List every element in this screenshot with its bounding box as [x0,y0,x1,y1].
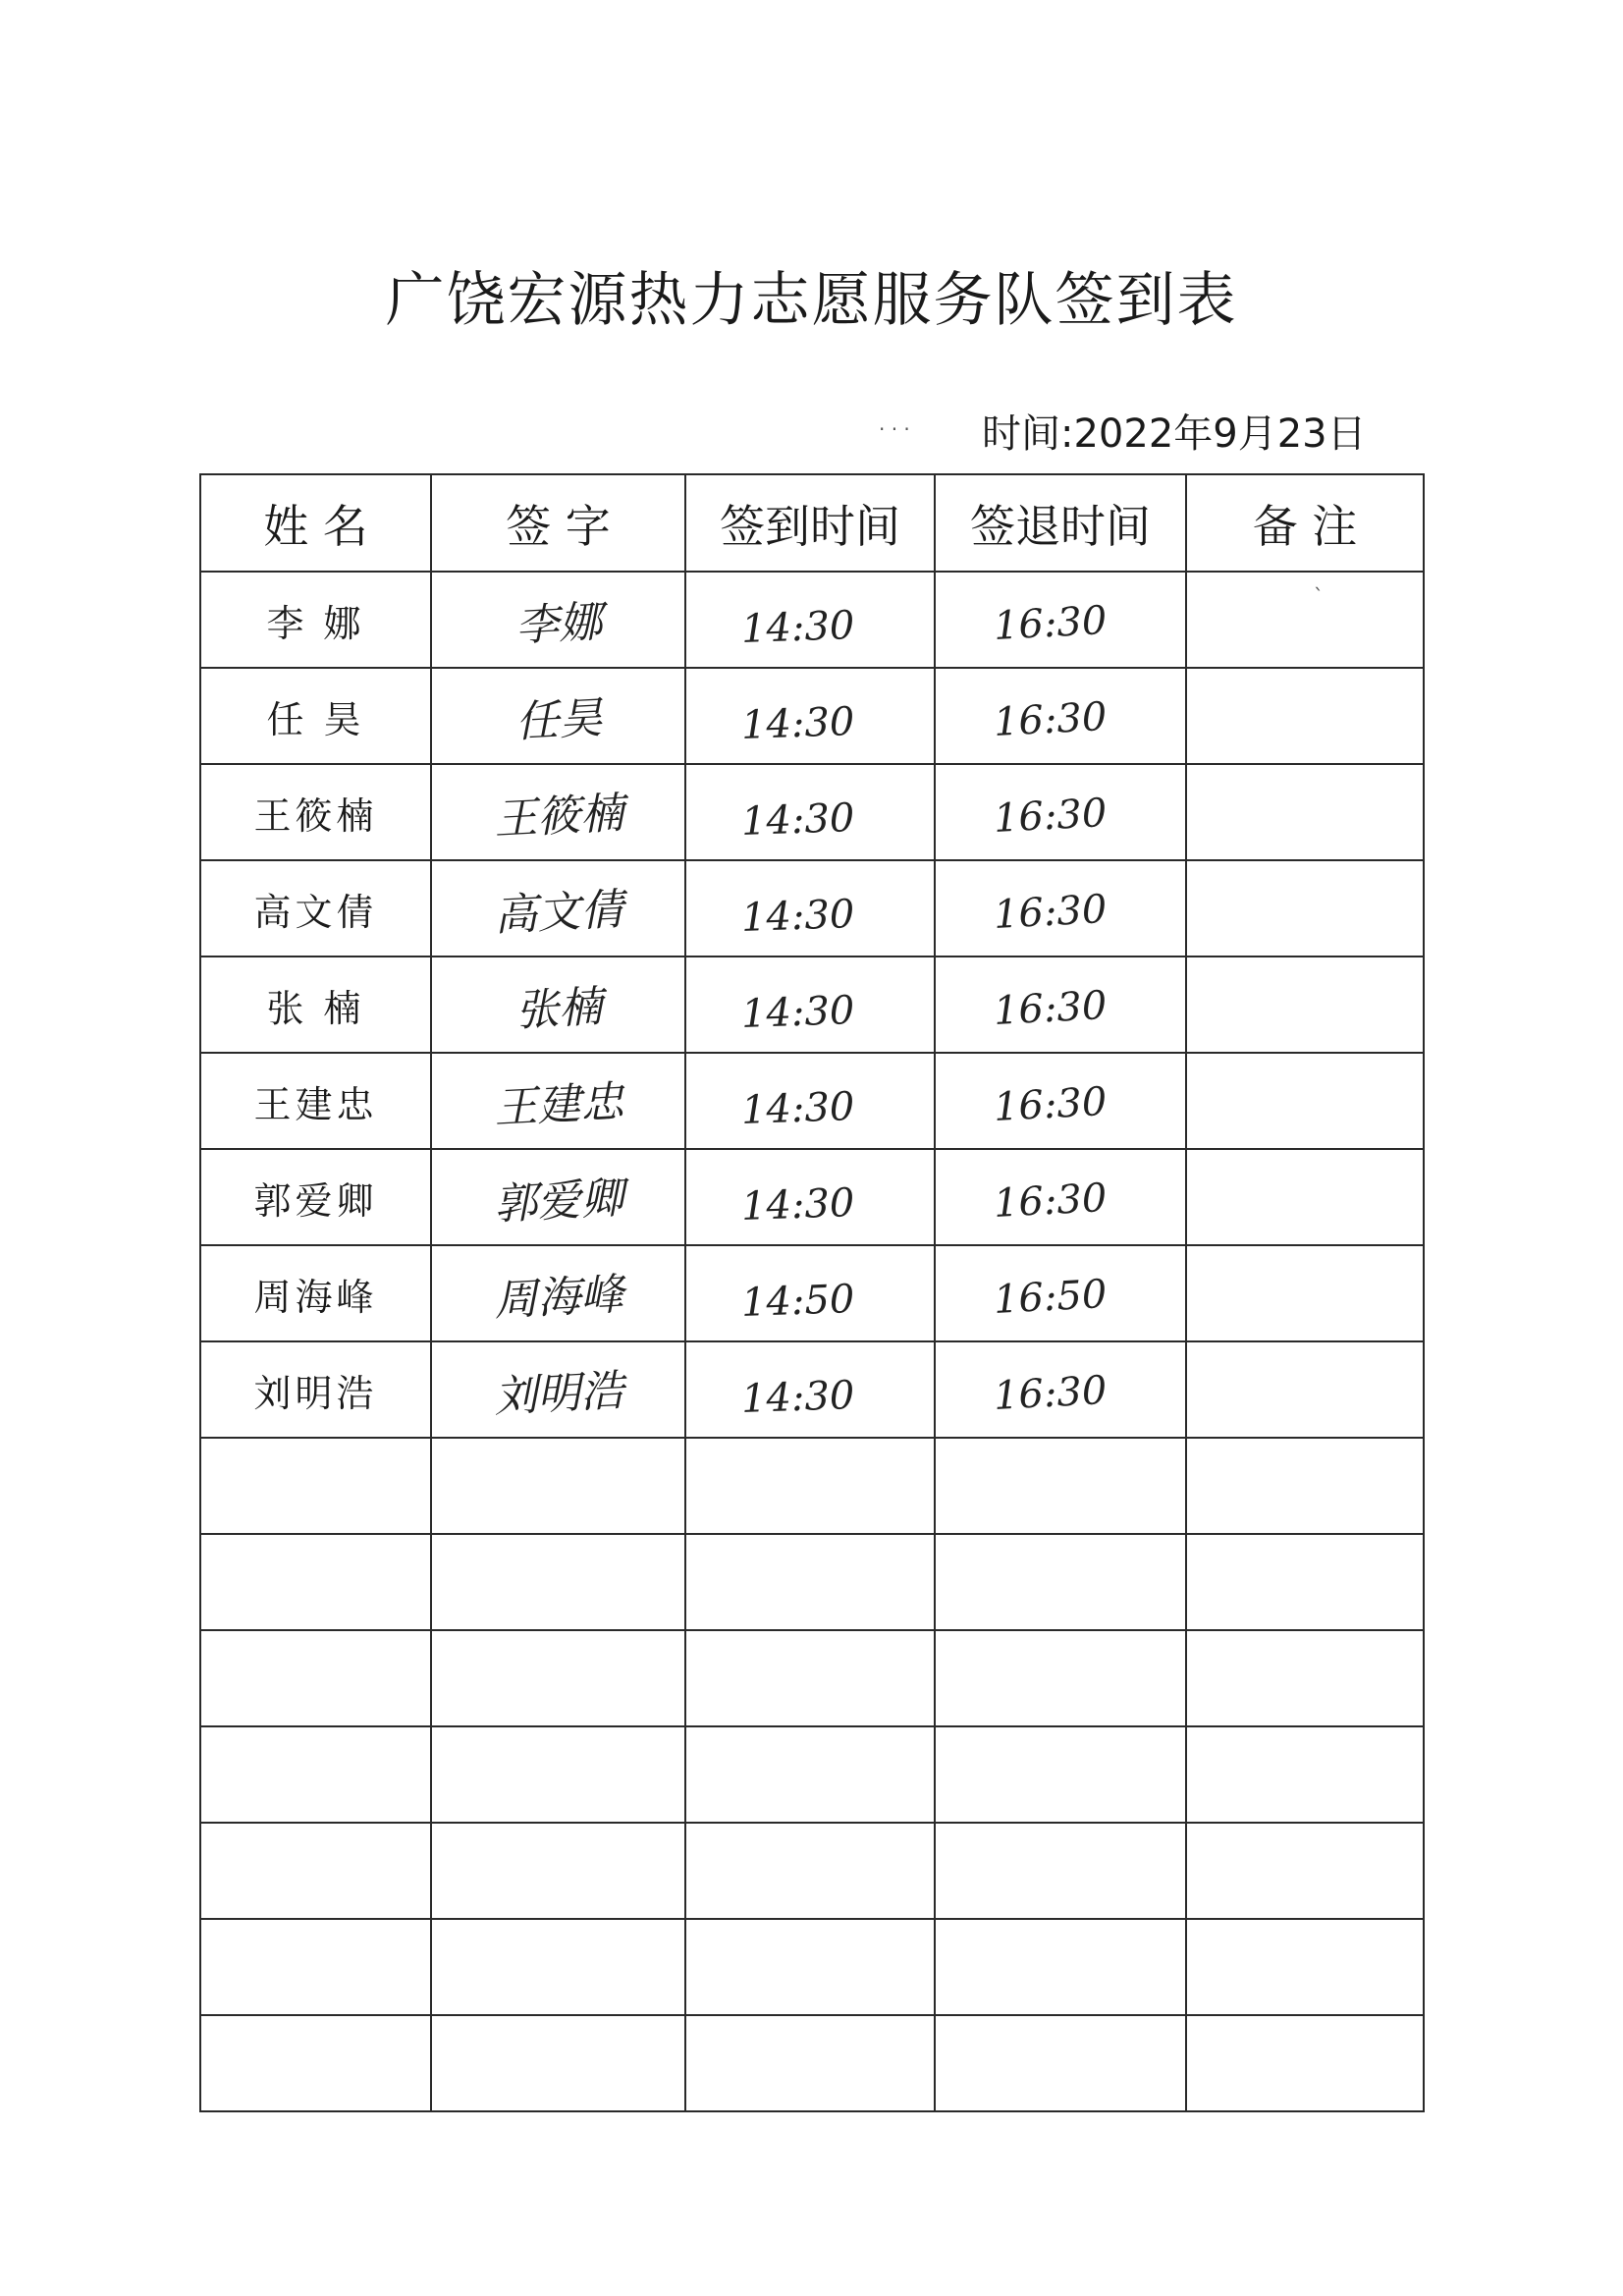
cell-sign-out-time [935,764,1186,860]
cell-name [200,1823,431,1919]
cell-signature [431,764,685,860]
table-row [200,860,1424,957]
cell-signature-text: 周海峰 [492,1269,624,1327]
cell-sign-out-time [935,1245,1186,1341]
scan-speck: · · · [879,417,910,441]
cell-note [1186,957,1424,1053]
cell-sign-out-time-text: 16:30 [993,598,1109,649]
cell-name [200,1245,431,1341]
cell-name [200,1630,431,1726]
document-title: 广饶宏源热力志愿服务队签到表 [385,266,1238,335]
cell-sign-out-time [935,2015,1186,2111]
cell-sign-out-time-text: 16:30 [993,887,1109,938]
cell-signature [431,1823,685,1919]
cell-signature [431,1149,685,1245]
cell-name-text: 周海峰 [253,1275,378,1319]
cell-note [1186,668,1424,764]
cell-signature [431,2015,685,2111]
cell-sign-out-time [935,1053,1186,1149]
cell-signature [431,1534,685,1630]
cell-signature-text: 郭爱卿 [492,1173,624,1230]
cell-name [200,1341,431,1438]
cell-name-text: 任 昊 [266,697,365,741]
scan-speck: ˋ [1314,584,1324,608]
cell-sign-out-time [935,572,1186,668]
cell-sign-in-time [685,1823,935,1919]
cell-sign-in-time-text: 14:30 [740,699,856,748]
cell-note [1186,572,1424,668]
date-label: 时间:2022年9月23日 [982,411,1367,457]
cell-signature [431,1438,685,1534]
table-row [200,1438,1424,1534]
table-header-row [200,474,1424,572]
table-row [200,1245,1424,1341]
cell-sign-in-time-text: 14:30 [740,603,856,652]
cell-name-text: 张 楠 [266,986,365,1030]
cell-sign-out-time [935,860,1186,957]
cell-sign-in-time [685,957,935,1053]
table-row [200,1149,1424,1245]
cell-sign-out-time [935,1823,1186,1919]
cell-signature-text: 任昊 [514,692,604,748]
cell-signature [431,1630,685,1726]
table-row [200,1341,1424,1438]
cell-name-text: 郭爱卿 [253,1178,378,1223]
cell-name [200,1534,431,1630]
cell-name-text: 高文倩 [253,890,378,934]
cell-note [1186,1726,1424,1823]
cell-sign-out-time [935,1149,1186,1245]
cell-sign-in-time-text: 14:30 [740,795,856,845]
cell-sign-out-time [935,1919,1186,2015]
cell-signature [431,1726,685,1823]
cell-sign-out-time [935,1630,1186,1726]
cell-sign-in-time [685,668,935,764]
table-row [200,1534,1424,1630]
cell-signature-text: 张楠 [514,981,604,1037]
cell-name [200,2015,431,2111]
cell-sign-in-time-text: 14:50 [740,1277,856,1326]
sign-in-table [199,473,1425,2112]
cell-note [1186,1245,1424,1341]
cell-sign-out-time [935,1534,1186,1630]
table-row [200,668,1424,764]
table-row [200,1053,1424,1149]
header-name: 姓 名 [200,474,431,572]
cell-note [1186,1341,1424,1438]
cell-note [1186,1053,1424,1149]
table-row [200,764,1424,860]
table-row [200,1919,1424,2015]
cell-name [200,1919,431,2015]
cell-sign-out-time [935,957,1186,1053]
cell-note [1186,1823,1424,1919]
header-signature: 签 字 [431,474,685,572]
cell-signature [431,1341,685,1438]
cell-sign-out-time-text: 16:30 [993,983,1109,1034]
cell-sign-out-time-text: 16:30 [993,1175,1109,1227]
cell-sign-in-time [685,860,935,957]
cell-signature-text: 王建忠 [492,1076,624,1134]
cell-signature [431,572,685,668]
cell-sign-out-time-text: 16:30 [993,1079,1109,1130]
cell-name-text: 刘明浩 [253,1371,378,1415]
cell-note [1186,764,1424,860]
cell-signature-text: 王筱楠 [492,788,624,846]
table-row [200,572,1424,668]
cell-sign-in-time-text: 14:30 [740,1084,856,1133]
table-row [200,1726,1424,1823]
cell-sign-out-time [935,1726,1186,1823]
cell-sign-in-time [685,572,935,668]
cell-note [1186,1149,1424,1245]
cell-sign-in-time [685,1919,935,2015]
cell-sign-in-time [685,2015,935,2111]
cell-signature-text: 李娜 [514,596,604,652]
table-row [200,1823,1424,1919]
cell-sign-in-time [685,1149,935,1245]
cell-name [200,1053,431,1149]
cell-name [200,668,431,764]
cell-sign-out-time-text: 16:50 [993,1272,1109,1323]
cell-signature [431,1053,685,1149]
cell-sign-in-time [685,1630,935,1726]
cell-sign-in-time [685,1341,935,1438]
cell-signature-text: 高文倩 [492,884,624,942]
header-sign-out-time: 签退时间 [935,474,1186,572]
cell-note [1186,1534,1424,1630]
cell-signature [431,860,685,957]
cell-signature [431,957,685,1053]
cell-name-text: 李 娜 [266,601,365,645]
cell-note [1186,1630,1424,1726]
cell-sign-in-time-text: 14:30 [740,1180,856,1230]
cell-name [200,860,431,957]
cell-note [1186,2015,1424,2111]
cell-signature [431,668,685,764]
cell-signature [431,1919,685,2015]
cell-sign-in-time [685,1438,935,1534]
cell-sign-in-time [685,1245,935,1341]
cell-note [1186,860,1424,957]
header-sign-in-time: 签到时间 [685,474,935,572]
cell-sign-in-time-text: 14:30 [740,1373,856,1422]
cell-sign-in-time-text: 14:30 [740,892,856,941]
cell-name [200,572,431,668]
cell-signature-text: 刘明浩 [492,1365,624,1423]
cell-name [200,957,431,1053]
cell-sign-out-time [935,1341,1186,1438]
cell-signature [431,1245,685,1341]
cell-name-text: 王筱楠 [253,793,378,838]
cell-sign-in-time [685,764,935,860]
cell-sign-out-time [935,1438,1186,1534]
cell-sign-in-time [685,1534,935,1630]
cell-sign-in-time [685,1053,935,1149]
cell-name [200,764,431,860]
cell-name [200,1726,431,1823]
cell-note [1186,1438,1424,1534]
header-note: 备 注 [1186,474,1424,572]
cell-note [1186,1919,1424,2015]
cell-name [200,1438,431,1534]
cell-sign-in-time-text: 14:30 [740,988,856,1037]
table-row [200,1630,1424,1726]
cell-sign-in-time [685,1726,935,1823]
table-row [200,957,1424,1053]
cell-sign-out-time-text: 16:30 [993,1368,1109,1419]
cell-sign-out-time [935,668,1186,764]
cell-name-text: 王建忠 [253,1082,378,1126]
table-row [200,2015,1424,2111]
cell-sign-out-time-text: 16:30 [993,791,1109,842]
cell-name [200,1149,431,1245]
cell-sign-out-time-text: 16:30 [993,694,1109,745]
